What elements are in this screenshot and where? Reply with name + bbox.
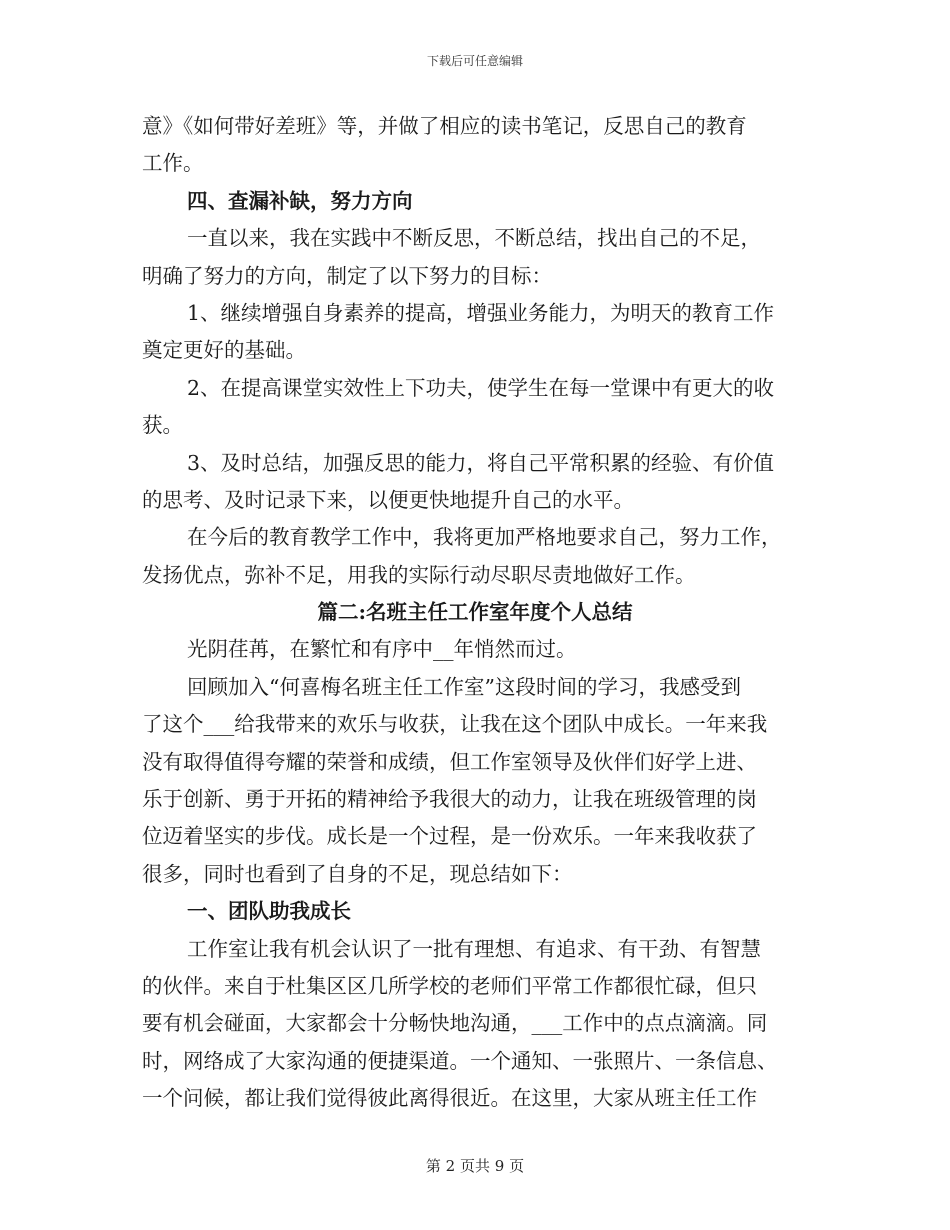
paragraph-line: 时，网络成了大家沟通的便捷渠道。一个通知、一张照片、一条信息、 (142, 1048, 778, 1073)
paragraph-line: 意》《如何带好差班》等，并做了相应的读书笔记，反思自己的教育 (142, 114, 747, 138)
article-title: 篇二:名班主任工作室年度个人总结 (317, 600, 633, 625)
paragraph-line: 的伙伴。来自于杜集区区几所学校的老师们平常工作都很忙碌，但只 (142, 973, 757, 998)
list-item-line: 的思考、及时记录下来，以便更快地提升自己的水平。 (142, 487, 634, 512)
paragraph-line: 光阴荏苒，在繁忙和有序中__年悄然而过。 (187, 637, 577, 662)
paragraph-line: 回顾加入“何喜梅名班主任工作室”这段时间的学习，我感受到 (187, 674, 741, 699)
paragraph-line: 要有机会碰面，大家都会十分畅快地沟通，___工作中的点点滴滴。同 (142, 1011, 768, 1036)
list-item-line: 获。 (142, 413, 183, 438)
paragraph-line: 工作。 (142, 151, 204, 176)
document-body (142, 108, 808, 1118)
list-item-line: 2、在提高课堂实效性上下功夫，使学生在每一堂课中有更大的收 (187, 375, 775, 400)
page-header: 下载后可任意编辑 (426, 54, 523, 68)
paragraph-line: 明确了努力的方向，制定了以下努力的目标： (142, 263, 552, 288)
list-item-line: 奠定更好的基础。 (142, 338, 306, 363)
paragraph-line: 一个问候，都让我们觉得彼此离得很近。在这里，大家从班主任工作 (142, 1086, 757, 1111)
section-heading: 四、查漏补缺，努力方向 (187, 188, 413, 213)
list-item-line: 3、及时总结，加强反思的能力，将自己平常积累的经验、有价值 (187, 450, 775, 475)
page-footer: 第 2 页共 9 页 (425, 1157, 525, 1175)
paragraph-line: 在今后的教育教学工作中，我将更加严格地要求自己，努力工作， (187, 525, 782, 550)
paragraph-line: 工作室让我有机会认识了一批有理想、有追求、有干劲、有智慧 (187, 936, 761, 961)
list-item-line: 1、继续增强自身素养的提高，增强业务能力，为明天的教育工作 (187, 300, 775, 325)
paragraph-line: 发扬优点，弥补不足，用我的实际行动尽职尽责地做好工作。 (142, 562, 696, 587)
paragraph-line: 位迈着坚实的步伐。成长是一个过程，是一份欢乐。一年来我收获了 (142, 824, 757, 849)
paragraph-line: 了这个___给我带来的欢乐与收获，让我在这个团队中成长。一年来我 (142, 712, 768, 737)
paragraph-line: 一直以来，我在实践中不断反思，不断总结，找出自己的不足， (187, 226, 761, 251)
paragraph-line: 乐于创新、勇于开拓的精神给予我很大的动力，让我在班级管理的岗 (142, 787, 757, 812)
paragraph-line: 没有取得值得夸耀的荣誉和成绩，但工作室领导及伙伴们好学上进、 (142, 749, 757, 774)
section-heading: 一、团队助我成长 (187, 899, 351, 924)
paragraph-line: 很多，同时也看到了自身的不足，现总结如下： (142, 861, 573, 886)
